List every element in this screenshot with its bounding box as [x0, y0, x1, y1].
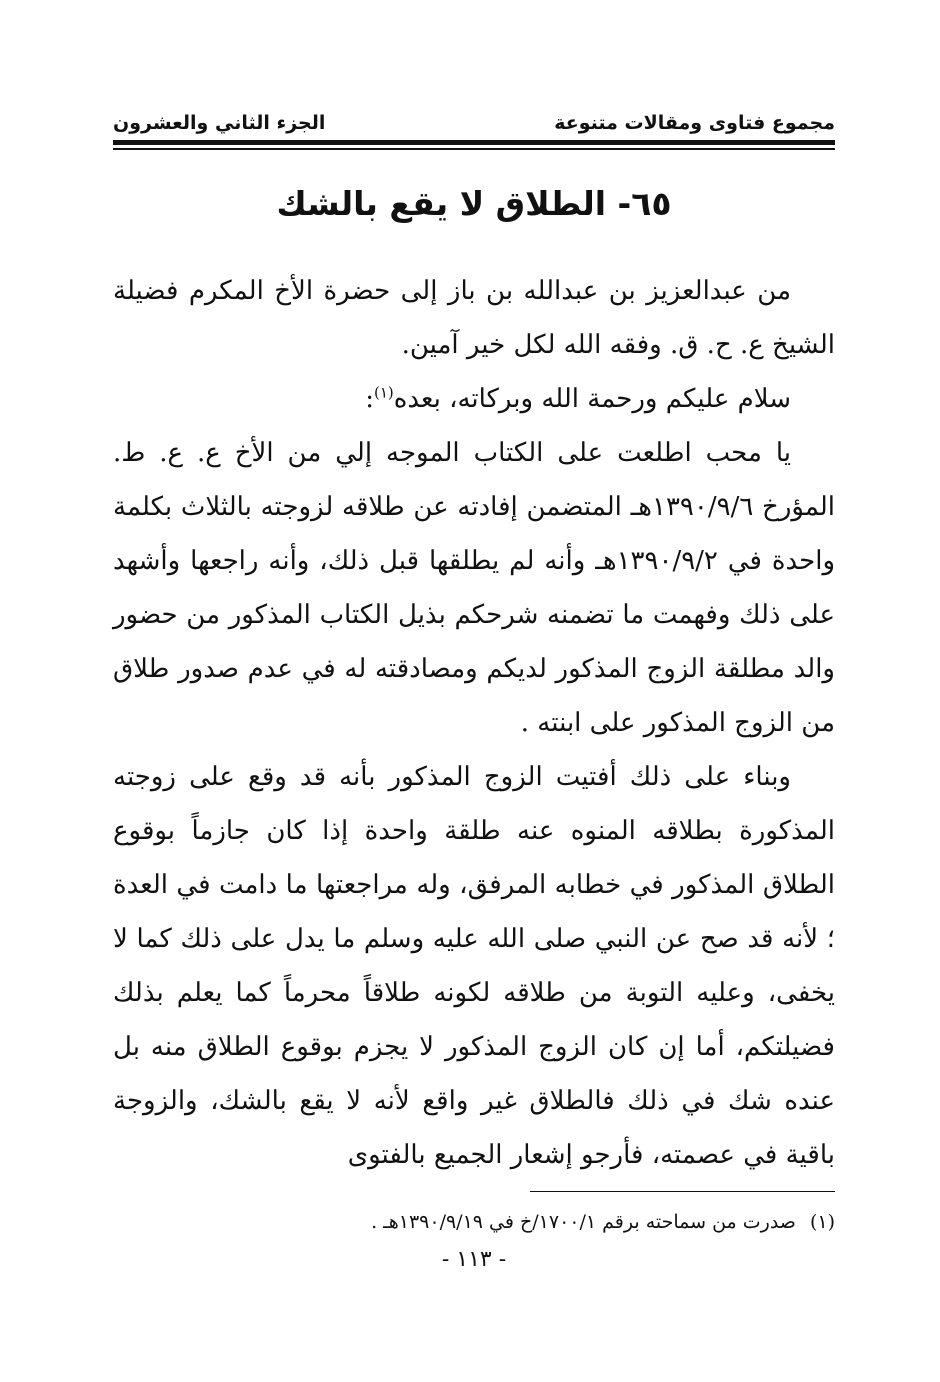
salutation-line-2 [113, 372, 835, 426]
paragraph-1: يا محب اطلعت على الكتاب الموجه إلي من الأخ ع. ع. ط. المؤرخ ١٣٩٠/٩/٦هـ المتضمن إفادته عن طلاقه لزوجته بالثلاث بكلمة واحدة في ١٣٩٠/٩/٢هـ وأنه لم يطلقها قبل ذلك، وأنه راجعها وأشهد على ذلك وفهمت ما تضمنه شرحكم بذيل الكتاب المذكور من حضور والد مطلقة الزوج المذكور لديكم ومصادقته له في عدم صدور طلاق من الزوج المذكور على ابنته . [113, 438, 836, 738]
salutation-colon: : [365, 384, 374, 414]
header-rule-thick [113, 140, 835, 145]
footnote-number: (١) [809, 1211, 835, 1233]
article-title: ٦٥- الطلاق لا يقع بالشك [276, 184, 672, 223]
header-rule-thin [113, 148, 835, 150]
salutation-line-1: من عبدالعزيز بن عبدالله بن باز إلى حضرة الأخ المكرم فضيلة الشيخ ع. ح. ق. وفقه الله لكل خير آمين. [113, 276, 835, 360]
footnote-text: صدرت من سماحته برقم ١٧٠٠/١/خ في ١٣٩٠/٩/١٩هـ . [371, 1211, 796, 1233]
footnote-reference: (١) [373, 383, 394, 402]
book-title: مجموع فتاوى ومقالات متنوعة [554, 112, 835, 134]
paragraph-2: وبناء على ذلك أفتيت الزوج المذكور بأنه قد وقع على زوجته المذكورة بطلاقه المنوه عنه طلقة واحدة إذا كان جازماً بوقوع الطلاق المذكور في خطابه المرفق، وله مراجعتها ما دامت في العدة ؛ لأنه قد صح عن النبي صلى الله عليه وسلم ما يدل على ذلك كما لا يخفى، وعليه التوبة من طلاقه لكونه طلاقاً محرماً كما يعلم بذلك فضيلتكم، أما إن كان الزوج المذكور لا يجزم بوقوع الطلاق منه بل عنده شك في ذلك فالطلاق غير واقع لأنه لا يقع بالشك، والزوجة باقية في عصمته، فأرجو إشعار الجميع بالفتوى [113, 762, 835, 1170]
footnote [113, 1205, 835, 1239]
running-header [113, 100, 835, 134]
footnote-separator [530, 1191, 835, 1192]
article-body [113, 264, 835, 1182]
page-number: - ١١٣ - [441, 1247, 507, 1272]
volume-label: الجزء الثاني والعشرون [113, 112, 326, 134]
salutation-text: سلام عليكم ورحمة الله وبركاته، بعده [393, 384, 791, 414]
